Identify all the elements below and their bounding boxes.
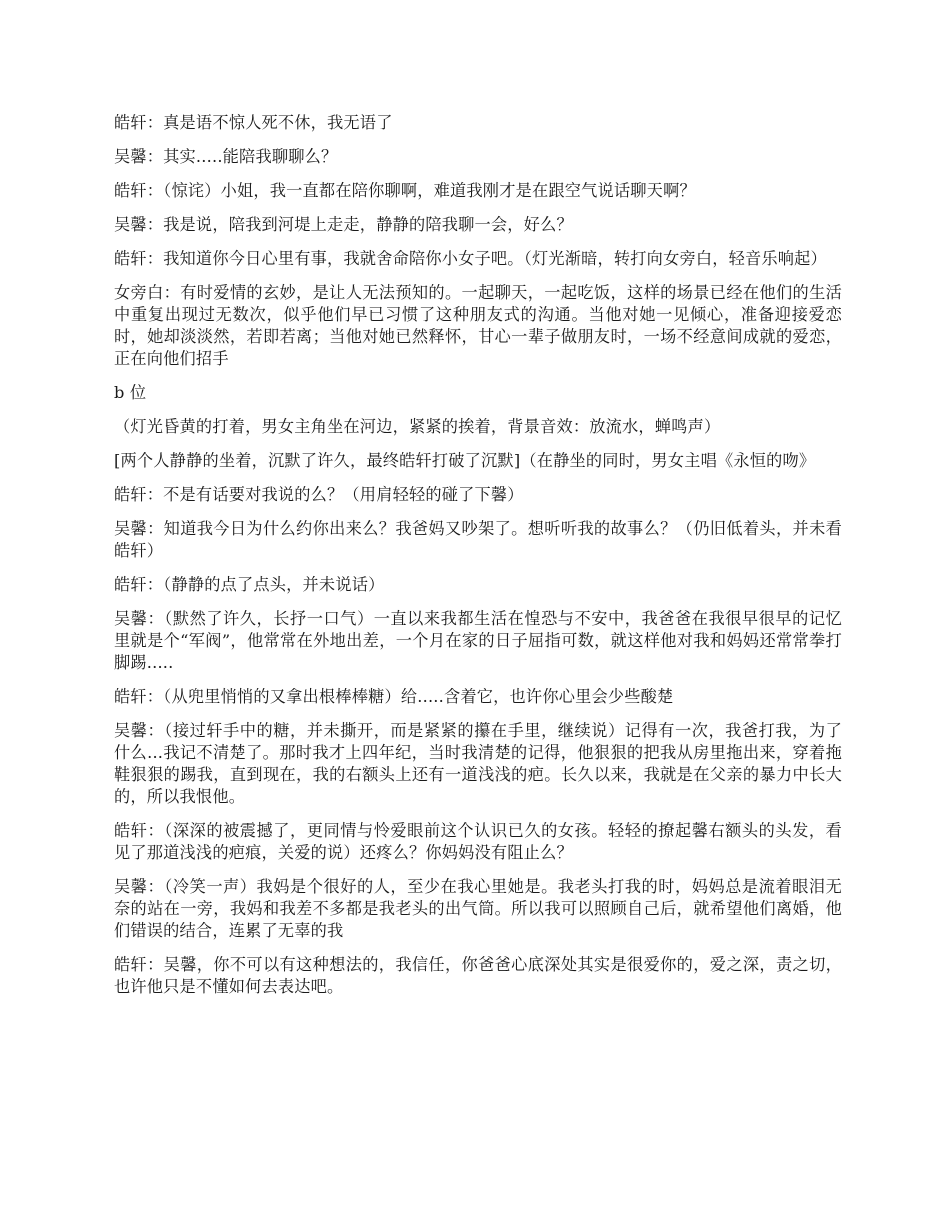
stage-direction: [两个人静静的坐着，沉默了许久，最终皓轩打破了沉默]（在静坐的同时，男女主唱《永恒的吻》 [114,451,816,470]
dialogue-line-haoxuan: 皓轩：不是有话要对我说的么？（用肩轻轻的碰了下馨） [114,485,524,504]
dialogue-line-haoxuan: 皓轩：（惊诧）小姐，我一直都在陪你聊啊，难道我刚才是在跟空气说话聊天啊？ [114,181,696,200]
dialogue-line-haoxuan: 皓轩：真是语不惊人死不休，我无语了 [114,113,393,132]
stage-direction: （灯光昏黄的打着，男女主角坐在河边，紧紧的挨着，背景音效：放流水，蝉鸣声） [114,417,721,436]
dialogue-line-haoxuan: 皓轩：我知道你今日心里有事，我就舍命陪你小女子吧。（灯光渐暗，转打向女旁白，轻音乐响起） [114,249,827,268]
dialogue-line-wuxin: 吴馨：其实.....能陪我聊聊么？ [114,147,338,166]
narration-paragraph: 女旁白：有时爱情的玄妙，是让人无法预知的。一起聊天，一起吃饭，这样的场景已经在他们的生活中重复出现过无数次，似乎他们早已习惯了这种朋友式的沟通。当他对她一见倾心，准备迎接爱恋时，她却淡淡然，若即若离；当他对她已然释怀，甘心一辈子做朋友时，一场不经意间成就的爱恋，正在向他们招手 [114,283,842,368]
dialogue-line-haoxuan: 皓轩：吴馨，你不可以有这种想法的，我信任，你爸爸心底深处其实是很爱你的，爱之深，责之切，也许他只是不懂如何去表达吧。 [114,955,842,996]
scene-marker: b 位 [114,383,147,402]
dialogue-line-wuxin: 吴馨：我是说，陪我到河堤上走走，静静的陪我聊一会，好么？ [114,215,573,234]
dialogue-line-haoxuan: 皓轩：（静静的点了点头，并未说话） [114,575,385,594]
dialogue-line-haoxuan: 皓轩：（深深的被震撼了，更同情与怜爱眼前这个认识已久的女孩。轻轻的撩起馨右额头的头发，看见了那道浅浅的疤痕，关爱的说）还疼么？你妈妈没有阻止么？ [114,821,842,862]
dialogue-line-wuxin: 吴馨：（冷笑一声）我妈是个很好的人，至少在我心里她是。我老头打我的时，妈妈总是流着眼泪无奈的站在一旁，我妈和我差不多都是我老头的出气筒。所以我可以照顾自己后，就希望他们离婚，他们错误的结合，连累了无辜的我 [114,877,842,940]
dialogue-line-haoxuan: 皓轩：（从兜里悄悄的又拿出根棒棒糖）给.....含着它，也许你心里会少些酸楚 [114,687,674,706]
dialogue-line-wuxin: 吴馨：（接过轩手中的糖，并未撕开，而是紧紧的攥在手里，继续说）记得有一次，我爸打我，为了什么...我记不清楚了。那时我才上四年纪，当时我清楚的记得，他狠狠的把我从房里拖出来，穿着拖鞋狠狠的踢我，直到现在，我的右额头上还有一道浅浅的疤。长久以来，我就是在父亲的暴力中长大的，所以我恨他。 [114,721,842,806]
dialogue-line-wuxin: 吴馨：（默然了许久，长抒一口气）一直以来我都生活在惶恐与不安中，我爸爸在我很早很早的记忆里就是个“军阀”，他常常在外地出差，一个月在家的日子屈指可数，就这样他对我和妈妈还常常拳打脚踢..... [114,609,842,672]
document-body [114,112,842,1010]
dialogue-line-wuxin: 吴馨：知道我今日为什么约你出来么？我爸妈又吵架了。想听听我的故事么？（仍旧低着头，并未看皓轩） [114,519,842,560]
